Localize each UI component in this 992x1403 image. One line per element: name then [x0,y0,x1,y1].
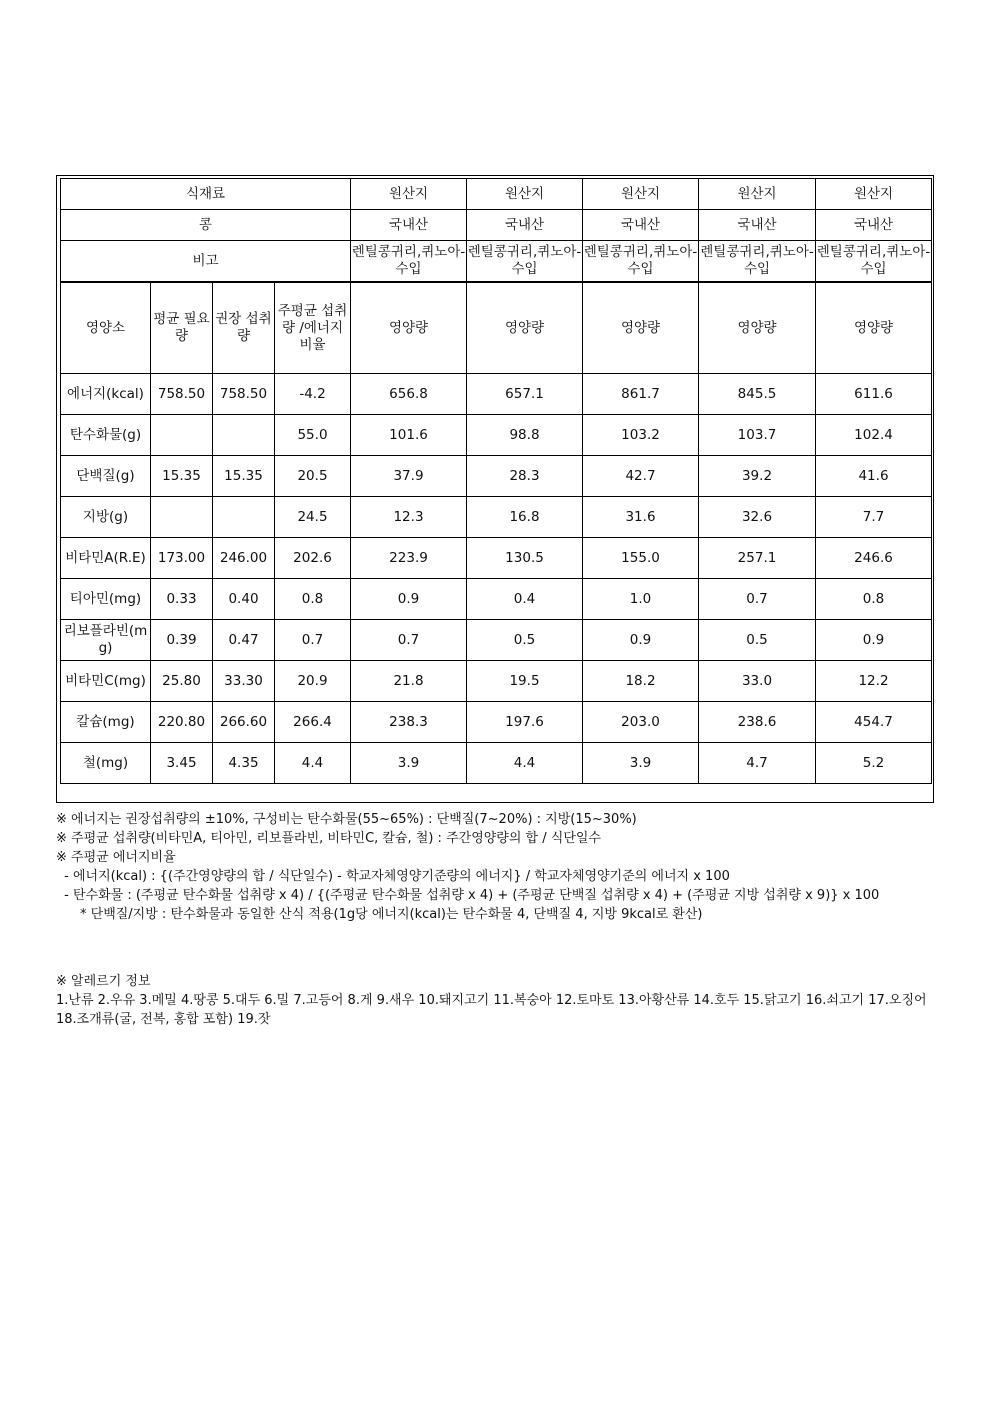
amount-value: 155.0 [583,538,699,579]
note-line: ※ 주평균 섭취량(비타민A, 티아민, 리보플라빈, 비타민C, 칼슘, 철) : 주간영양량의 합 / 식단일수 [56,831,601,846]
amount-value: 42.7 [583,456,699,497]
table-row [61,456,932,497]
table-row [61,579,932,620]
row-label: 콩 [61,210,351,241]
amount-value: 238.3 [351,702,467,743]
amount-value: 7.7 [816,497,932,538]
avg-need-value [151,415,213,456]
weekly-avg-value: 4.4 [275,743,351,784]
origin-value: 국내산 [699,210,816,241]
amount-value: 32.6 [699,497,816,538]
table-row [61,241,932,282]
recommended-value [213,497,275,538]
amount-value: 0.5 [699,620,816,661]
recommended-value: 266.60 [213,702,275,743]
origin-value: 국내산 [351,210,467,241]
amount-value: 0.9 [816,620,932,661]
amount-value: 0.7 [351,620,467,661]
amount-value: 98.8 [467,415,583,456]
recommended-value: 0.40 [213,579,275,620]
weekly-avg-value: 266.4 [275,702,351,743]
nutrient-name: 철(mg) [61,743,151,784]
amount-value: 103.2 [583,415,699,456]
nutrient-name: 지방(g) [61,497,151,538]
amount-value: 21.8 [351,661,467,702]
amount-value: 31.6 [583,497,699,538]
amount-value: 203.0 [583,702,699,743]
amount-value: 238.6 [699,702,816,743]
avg-need-value: 220.80 [151,702,213,743]
amount-value: 0.8 [816,579,932,620]
amount-value: 4.4 [467,743,583,784]
origin-header: 원산지 [699,179,816,210]
amount-value: 37.9 [351,456,467,497]
amount-header: 영양량 [816,283,932,374]
origin-value: 국내산 [467,210,583,241]
nutrient-name: 비타민C(mg) [61,661,151,702]
amount-value: 39.2 [699,456,816,497]
amount-value: 4.7 [699,743,816,784]
nutrient-name: 칼슘(mg) [61,702,151,743]
amount-value: 3.9 [351,743,467,784]
avg-need-value: 173.00 [151,538,213,579]
note-line: ※ 에너지는 권장섭취량의 ±10%, 구성비는 탄수화물(55~65%) : 단백질(7~20%) : 지방(15~30%) [56,812,637,827]
table-row [61,620,932,661]
table-row [61,497,932,538]
amount-value: 656.8 [351,374,467,415]
allergy-section [56,972,936,1029]
allergy-list: 1.난류 2.우유 3.메밀 4.땅콩 5.대두 6.밀 7.고등어 8.게 9.새우 10.돼지고기 11.복숭아 12.토마토 13.아황산류 14.호두 15.닭고기 16.쇠고기 17.오징어 18.조개류(굴, 전복, 홍합 포함) 19.잣 [56,993,927,1027]
avg-need-value: 0.39 [151,620,213,661]
weekly-avg-value: -4.2 [275,374,351,415]
table-row [61,538,932,579]
amount-header: 영양량 [583,283,699,374]
amount-value: 861.7 [583,374,699,415]
recommended-header: 권장 섭취량 [213,283,275,374]
recommended-value: 246.00 [213,538,275,579]
amount-value: 0.9 [583,620,699,661]
table-row [61,374,932,415]
weekly-avg-header: 주평균 섭취량 /에너지 비율 [275,283,351,374]
amount-header: 영양량 [351,283,467,374]
remark-value: 렌틸콩귀리,퀴노아-수입 [583,241,699,282]
nutrient-name: 리보플라빈(mg) [61,620,151,661]
note-line: - 에너지(kcal) : {(주간영양량의 합 / 식단일수) - 학교자체영양기준량의 에너지} / 학교자체영양기준의 에너지 x 100 [60,869,730,884]
avg-need-value [151,497,213,538]
amount-value: 18.2 [583,661,699,702]
note-line: ※ 주평균 에너지비율 [56,850,176,865]
allergy-title: ※ 알레르기 정보 [56,974,151,989]
table-row [61,415,932,456]
header-row [61,283,932,374]
origin-value: 국내산 [583,210,699,241]
amount-value: 12.2 [816,661,932,702]
amount-value: 246.6 [816,538,932,579]
nutrient-name: 비타민A(R.E) [61,538,151,579]
amount-value: 12.3 [351,497,467,538]
amount-value: 101.6 [351,415,467,456]
avg-need-value: 758.50 [151,374,213,415]
amount-value: 102.4 [816,415,932,456]
amount-value: 657.1 [467,374,583,415]
note-line: * 단백질/지방 : 탄수화물과 동일한 산식 적용(1g당 에너지(kcal)는 탄수화물 4, 단백질 4, 지방 9kcal로 환산) [80,907,703,922]
recommended-value [213,415,275,456]
table-row [61,661,932,702]
amount-value: 611.6 [816,374,932,415]
note-line: - 탄수화물 : (주평균 탄수화물 섭취량 x 4) / {(주평균 탄수화물 섭취량 x 4) + (주평균 단백질 섭취량 x 4) + (주평균 지방 섭취량 x 9)} x 100 [60,888,880,903]
amount-value: 197.6 [467,702,583,743]
origin-header: 원산지 [351,179,467,210]
remark-value: 렌틸콩귀리,퀴노아-수입 [699,241,816,282]
recommended-value: 15.35 [213,456,275,497]
origin-value: 국내산 [816,210,932,241]
amount-header: 영양량 [467,283,583,374]
amount-value: 0.7 [699,579,816,620]
nutrient-name: 탄수화물(g) [61,415,151,456]
amount-value: 845.5 [699,374,816,415]
ingredient-label: 식재료 [61,179,351,210]
avg-need-header: 평균 필요량 [151,283,213,374]
recommended-value: 4.35 [213,743,275,784]
amount-value: 130.5 [467,538,583,579]
amount-value: 0.9 [351,579,467,620]
remark-value: 렌틸콩귀리,퀴노아-수입 [816,241,932,282]
amount-value: 5.2 [816,743,932,784]
amount-value: 33.0 [699,661,816,702]
recommended-value: 33.30 [213,661,275,702]
table-row [61,210,932,241]
amount-value: 19.5 [467,661,583,702]
table-row [61,179,932,210]
amount-value: 257.1 [699,538,816,579]
amount-value: 454.7 [816,702,932,743]
amount-value: 41.6 [816,456,932,497]
amount-value: 103.7 [699,415,816,456]
avg-need-value: 15.35 [151,456,213,497]
origin-header: 원산지 [467,179,583,210]
amount-value: 0.5 [467,620,583,661]
amount-value: 28.3 [467,456,583,497]
nutrient-name: 티아민(mg) [61,579,151,620]
origin-header: 원산지 [816,179,932,210]
amount-value: 1.0 [583,579,699,620]
nutrient-name: 에너지(kcal) [61,374,151,415]
avg-need-value: 0.33 [151,579,213,620]
remark-value: 렌틸콩귀리,퀴노아-수입 [351,241,467,282]
amount-header: 영양량 [699,283,816,374]
notes-section [56,810,936,924]
weekly-avg-value: 20.9 [275,661,351,702]
weekly-avg-value: 55.0 [275,415,351,456]
recommended-value: 0.47 [213,620,275,661]
origin-header: 원산지 [583,179,699,210]
recommended-value: 758.50 [213,374,275,415]
table-row [61,743,932,784]
remark-value: 렌틸콩귀리,퀴노아-수입 [467,241,583,282]
nutrient-name: 단백질(g) [61,456,151,497]
weekly-avg-value: 202.6 [275,538,351,579]
amount-value: 0.4 [467,579,583,620]
weekly-avg-value: 0.7 [275,620,351,661]
table-row [61,702,932,743]
amount-value: 16.8 [467,497,583,538]
ingredient-origin-table [60,178,932,282]
nutrition-table [60,282,932,784]
weekly-avg-value: 20.5 [275,456,351,497]
amount-value: 3.9 [583,743,699,784]
weekly-avg-value: 24.5 [275,497,351,538]
weekly-avg-value: 0.8 [275,579,351,620]
avg-need-value: 25.80 [151,661,213,702]
nutrient-header: 영양소 [61,283,151,374]
avg-need-value: 3.45 [151,743,213,784]
amount-value: 223.9 [351,538,467,579]
row-label: 비고 [61,241,351,282]
